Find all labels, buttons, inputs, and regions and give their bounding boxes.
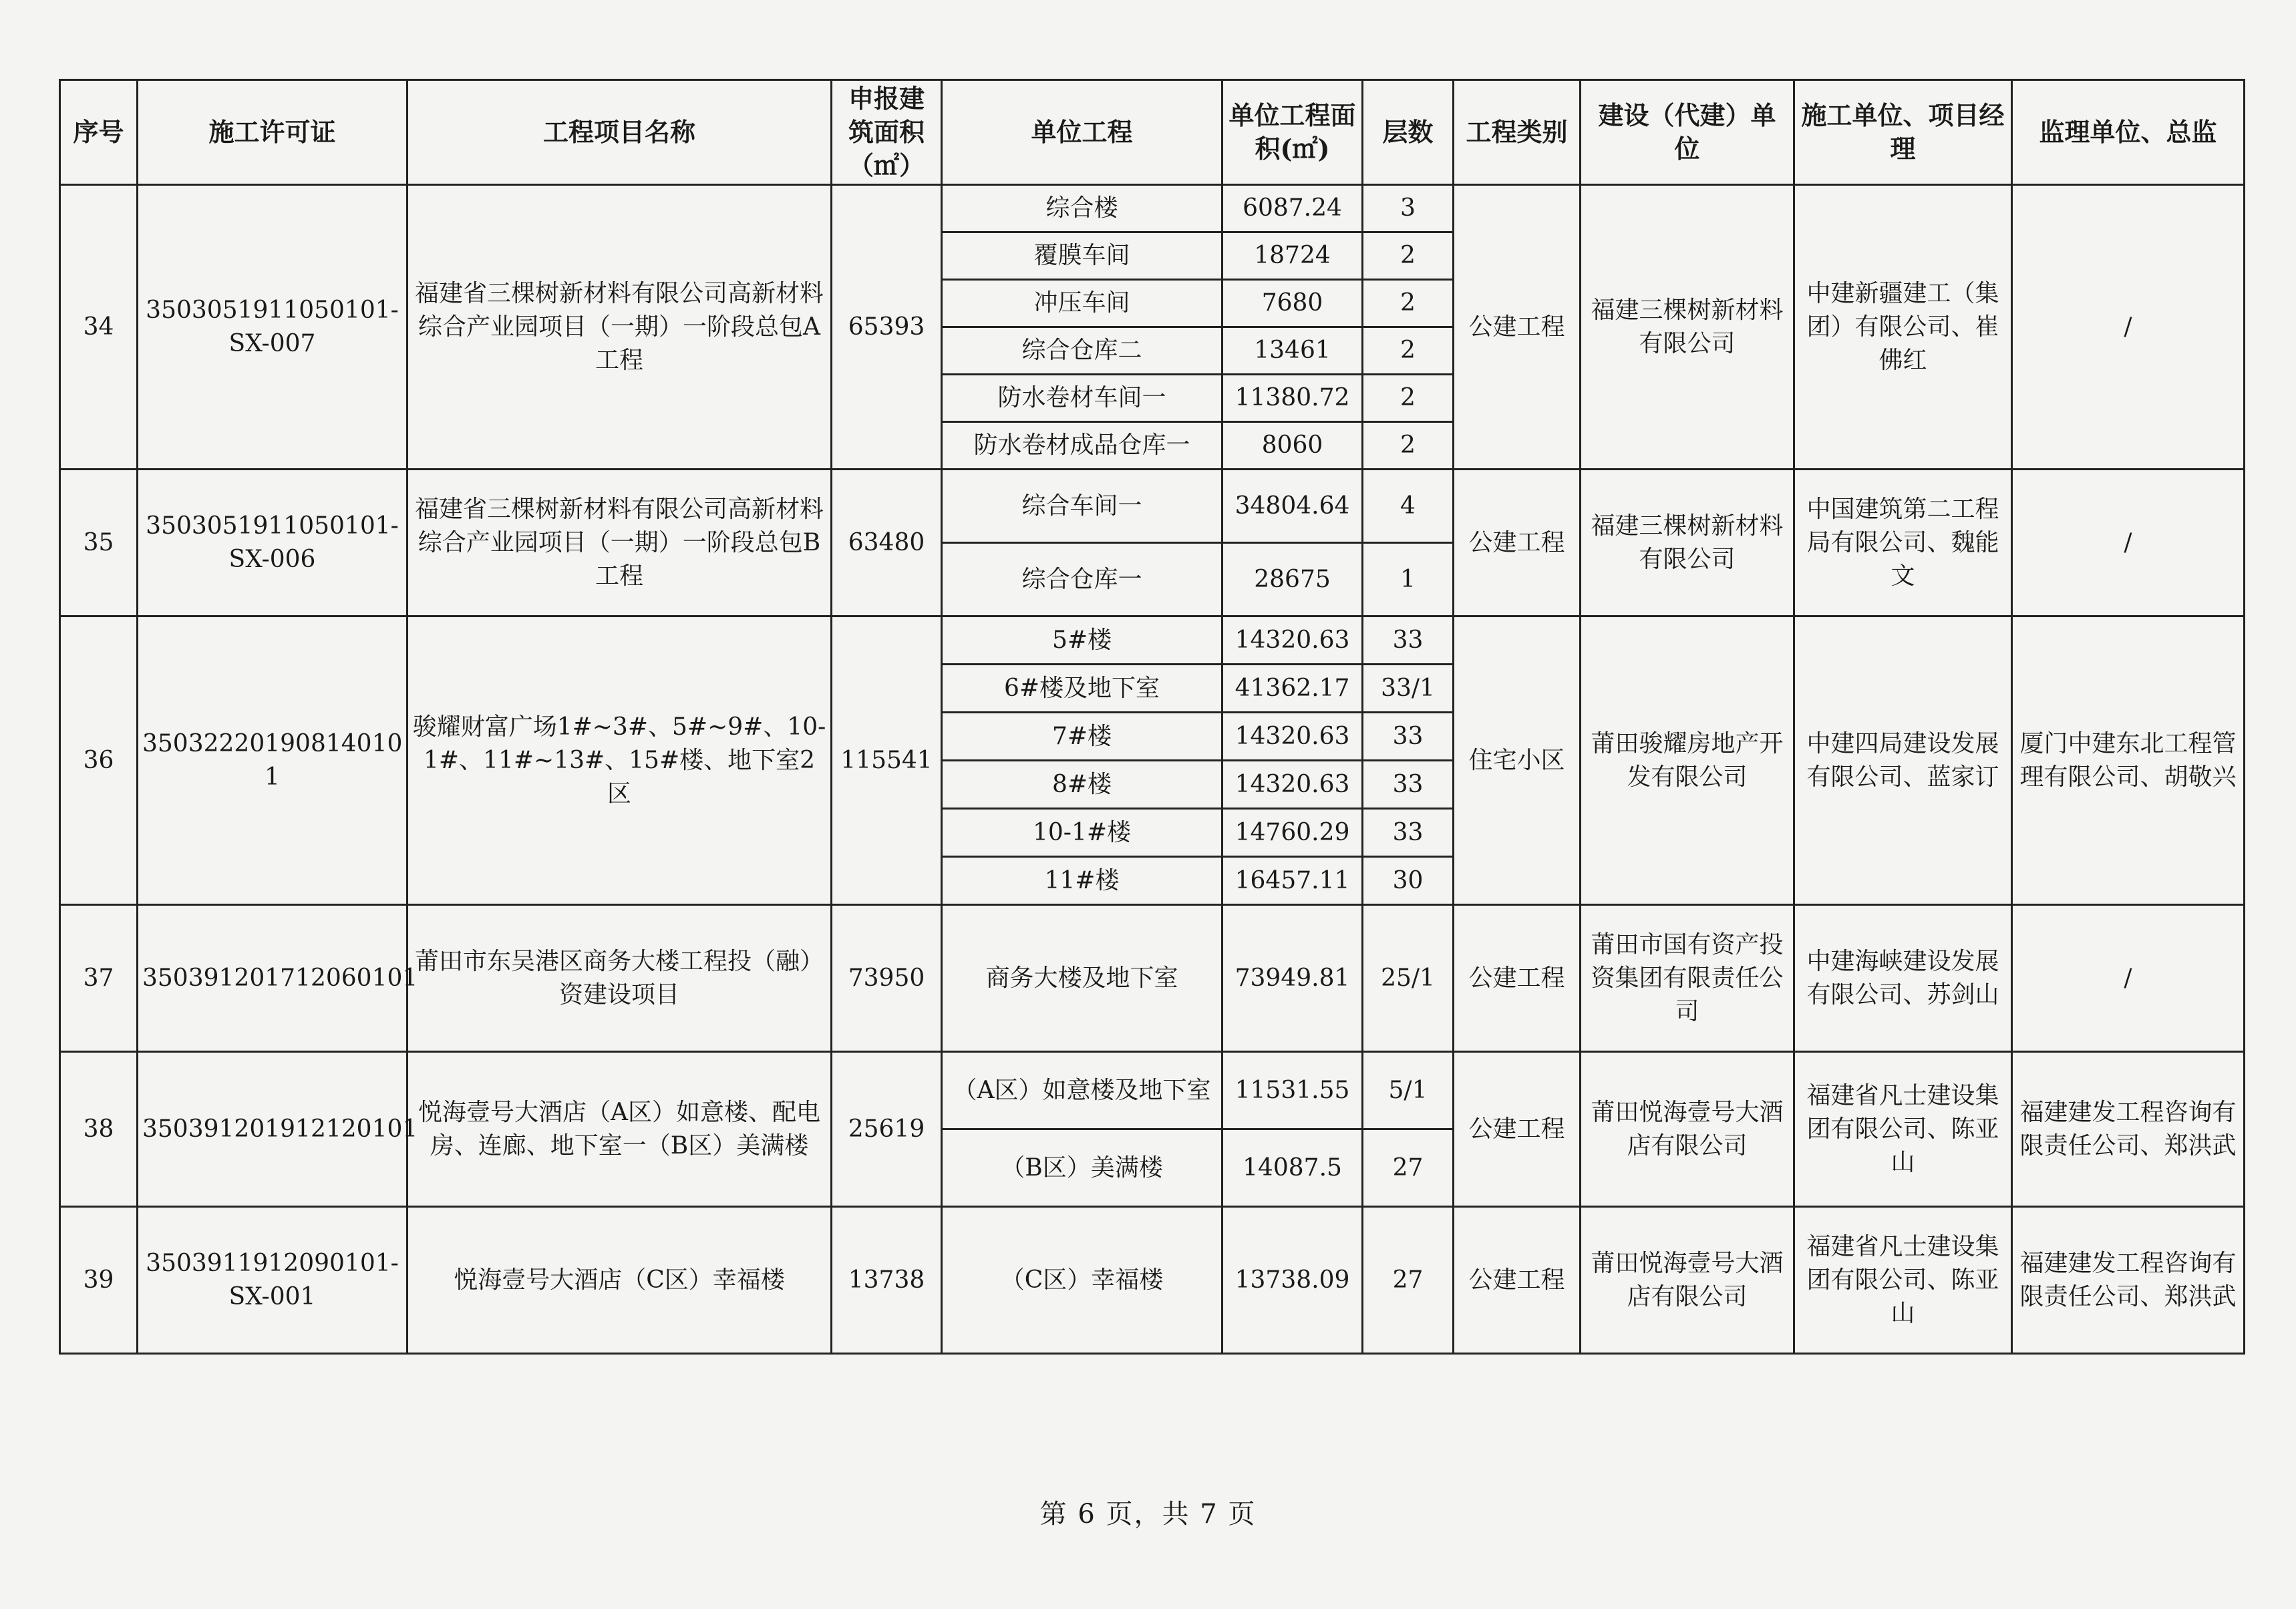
unit-area: 14087.5 <box>1222 1129 1363 1207</box>
unit-floors: 2 <box>1363 375 1454 422</box>
row-permit: 350391201912120101 <box>138 1052 407 1207</box>
row-declared-area: 13738 <box>832 1207 942 1354</box>
row-project-name: 莆田市东吴港区商务大楼工程投（融）资建设项目 <box>407 905 832 1052</box>
row-no: 35 <box>60 470 138 616</box>
unit-name: 10-1#楼 <box>942 809 1222 857</box>
row-project-name: 骏耀财富广场1#~3#、5#~9#、10-1#、11#~13#、15#楼、地下室2区 <box>407 616 832 905</box>
unit-name: 商务大楼及地下室 <box>942 905 1222 1052</box>
header-area: 申报建筑面积（㎡） <box>832 80 942 185</box>
unit-floors: 27 <box>1363 1129 1454 1207</box>
row-declared-area: 65393 <box>832 185 942 470</box>
table-body <box>60 185 2245 1354</box>
table-row <box>60 185 2245 232</box>
row-builder: 福建三棵树新材料有限公司 <box>1581 470 1794 616</box>
unit-floors: 4 <box>1363 470 1454 543</box>
unit-area: 14320.63 <box>1222 761 1363 809</box>
unit-name: 综合仓库一 <box>942 543 1222 616</box>
header-project: 工程项目名称 <box>407 80 832 185</box>
row-permit: 3503051911050101-SX-007 <box>138 185 407 470</box>
row-project-name: 福建省三棵树新材料有限公司高新材料综合产业园项目（一期）一阶段总包B工程 <box>407 470 832 616</box>
row-no: 34 <box>60 185 138 470</box>
unit-name: 防水卷材车间一 <box>942 375 1222 422</box>
row-contractor: 福建省凡士建设集团有限公司、陈亚山 <box>1794 1207 2012 1354</box>
table-row <box>60 1207 2245 1354</box>
unit-floors: 33 <box>1363 616 1454 665</box>
row-permit: 350391201712060101 <box>138 905 407 1052</box>
row-project-name: 福建省三棵树新材料有限公司高新材料综合产业园项目（一期）一阶段总包A工程 <box>407 185 832 470</box>
row-no: 36 <box>60 616 138 905</box>
unit-name: 冲压车间 <box>942 280 1222 327</box>
header-supervisor: 监理单位、总监 <box>2012 80 2245 185</box>
unit-area: 18724 <box>1222 232 1363 280</box>
unit-name: 7#楼 <box>942 713 1222 761</box>
row-contractor: 中建新疆建工（集团）有限公司、崔佛红 <box>1794 185 2012 470</box>
header-floors: 层数 <box>1363 80 1454 185</box>
unit-name: 综合仓库二 <box>942 327 1222 375</box>
row-supervisor: / <box>2012 185 2245 470</box>
unit-floors: 30 <box>1363 857 1454 905</box>
row-no: 38 <box>60 1052 138 1207</box>
row-project-name: 悦海壹号大酒店（C区）幸福楼 <box>407 1207 832 1354</box>
unit-area: 41362.17 <box>1222 665 1363 713</box>
row-declared-area: 115541 <box>832 616 942 905</box>
header-no: 序号 <box>60 80 138 185</box>
unit-floors: 33/1 <box>1363 665 1454 713</box>
unit-name: 综合楼 <box>942 185 1222 232</box>
row-builder: 莆田悦海壹号大酒店有限公司 <box>1581 1207 1794 1354</box>
row-project-name: 悦海壹号大酒店（A区）如意楼、配电房、连廊、地下室一（B区）美满楼 <box>407 1052 832 1207</box>
unit-name: 5#楼 <box>942 616 1222 665</box>
unit-floors: 2 <box>1363 280 1454 327</box>
header-permit: 施工许可证 <box>138 80 407 185</box>
unit-area: 73949.81 <box>1222 905 1363 1052</box>
row-contractor: 中建海峡建设发展有限公司、苏剑山 <box>1794 905 2012 1052</box>
row-category: 公建工程 <box>1454 185 1581 470</box>
table-row <box>60 905 2245 1052</box>
row-contractor: 中建四局建设发展有限公司、蓝家订 <box>1794 616 2012 905</box>
row-builder: 莆田悦海壹号大酒店有限公司 <box>1581 1052 1794 1207</box>
header-unit-area: 单位工程面积(㎡) <box>1222 80 1363 185</box>
unit-area: 28675 <box>1222 543 1363 616</box>
unit-floors: 2 <box>1363 232 1454 280</box>
unit-area: 6087.24 <box>1222 185 1363 232</box>
header-builder: 建设（代建）单 位 <box>1581 80 1794 185</box>
row-category: 住宅小区 <box>1454 616 1581 905</box>
unit-name: （B区）美满楼 <box>942 1129 1222 1207</box>
row-no: 39 <box>60 1207 138 1354</box>
row-builder: 莆田骏耀房地产开发有限公司 <box>1581 616 1794 905</box>
table-row <box>60 616 2245 665</box>
unit-name: 综合车间一 <box>942 470 1222 543</box>
table-row <box>60 470 2245 543</box>
unit-name: 11#楼 <box>942 857 1222 905</box>
unit-floors: 5/1 <box>1363 1052 1454 1129</box>
project-table <box>59 79 2245 1355</box>
unit-area: 11380.72 <box>1222 375 1363 422</box>
unit-area: 13738.09 <box>1222 1207 1363 1354</box>
row-no: 37 <box>60 905 138 1052</box>
row-builder: 莆田市国有资产投资集团有限责任公司 <box>1581 905 1794 1052</box>
unit-name: 8#楼 <box>942 761 1222 809</box>
unit-name: 覆膜车间 <box>942 232 1222 280</box>
row-supervisor: / <box>2012 470 2245 616</box>
unit-name: （A区）如意楼及地下室 <box>942 1052 1222 1129</box>
row-permit: 3503051911050101-SX-006 <box>138 470 407 616</box>
unit-area: 7680 <box>1222 280 1363 327</box>
row-supervisor: 厦门中建东北工程管理有限公司、胡敬兴 <box>2012 616 2245 905</box>
header-category: 工程类别 <box>1454 80 1581 185</box>
page-number: 第 6 页，共 7 页 <box>1039 1499 1257 1530</box>
row-category: 公建工程 <box>1454 1052 1581 1207</box>
row-category: 公建工程 <box>1454 1207 1581 1354</box>
unit-floors: 2 <box>1363 327 1454 375</box>
unit-area: 16457.11 <box>1222 857 1363 905</box>
row-category: 公建工程 <box>1454 470 1581 616</box>
table-row <box>60 1052 2245 1129</box>
unit-floors: 33 <box>1363 809 1454 857</box>
unit-floors: 3 <box>1363 185 1454 232</box>
row-declared-area: 25619 <box>832 1052 942 1207</box>
row-category: 公建工程 <box>1454 905 1581 1052</box>
unit-area: 14320.63 <box>1222 713 1363 761</box>
unit-floors: 33 <box>1363 761 1454 809</box>
unit-area: 13461 <box>1222 327 1363 375</box>
unit-area: 14320.63 <box>1222 616 1363 665</box>
row-builder: 福建三棵树新材料有限公司 <box>1581 185 1794 470</box>
unit-floors: 2 <box>1363 422 1454 470</box>
row-supervisor: 福建建发工程咨询有限责任公司、郑洪武 <box>2012 1207 2245 1354</box>
row-supervisor: 福建建发工程咨询有限责任公司、郑洪武 <box>2012 1052 2245 1207</box>
header-unit: 单位工程 <box>942 80 1222 185</box>
row-contractor: 福建省凡士建设集团有限公司、陈亚山 <box>1794 1052 2012 1207</box>
row-declared-area: 73950 <box>832 905 942 1052</box>
unit-name: 防水卷材成品仓库一 <box>942 422 1222 470</box>
unit-area: 11531.55 <box>1222 1052 1363 1129</box>
row-permit: 3503911912090101-SX-001 <box>138 1207 407 1354</box>
row-permit: 35032220190814010 1 <box>138 616 407 905</box>
unit-floors: 27 <box>1363 1207 1454 1354</box>
unit-area: 8060 <box>1222 422 1363 470</box>
unit-area: 34804.64 <box>1222 470 1363 543</box>
unit-area: 14760.29 <box>1222 809 1363 857</box>
header-row <box>60 80 2245 185</box>
row-contractor: 中国建筑第二工程局有限公司、魏能文 <box>1794 470 2012 616</box>
header-contractor: 施工单位、项目经理 <box>1794 80 2012 185</box>
row-supervisor: / <box>2012 905 2245 1052</box>
unit-floors: 1 <box>1363 543 1454 616</box>
unit-name: 6#楼及地下室 <box>942 665 1222 713</box>
unit-floors: 25/1 <box>1363 905 1454 1052</box>
unit-floors: 33 <box>1363 713 1454 761</box>
row-declared-area: 63480 <box>832 470 942 616</box>
unit-name: （C区）幸福楼 <box>942 1207 1222 1354</box>
